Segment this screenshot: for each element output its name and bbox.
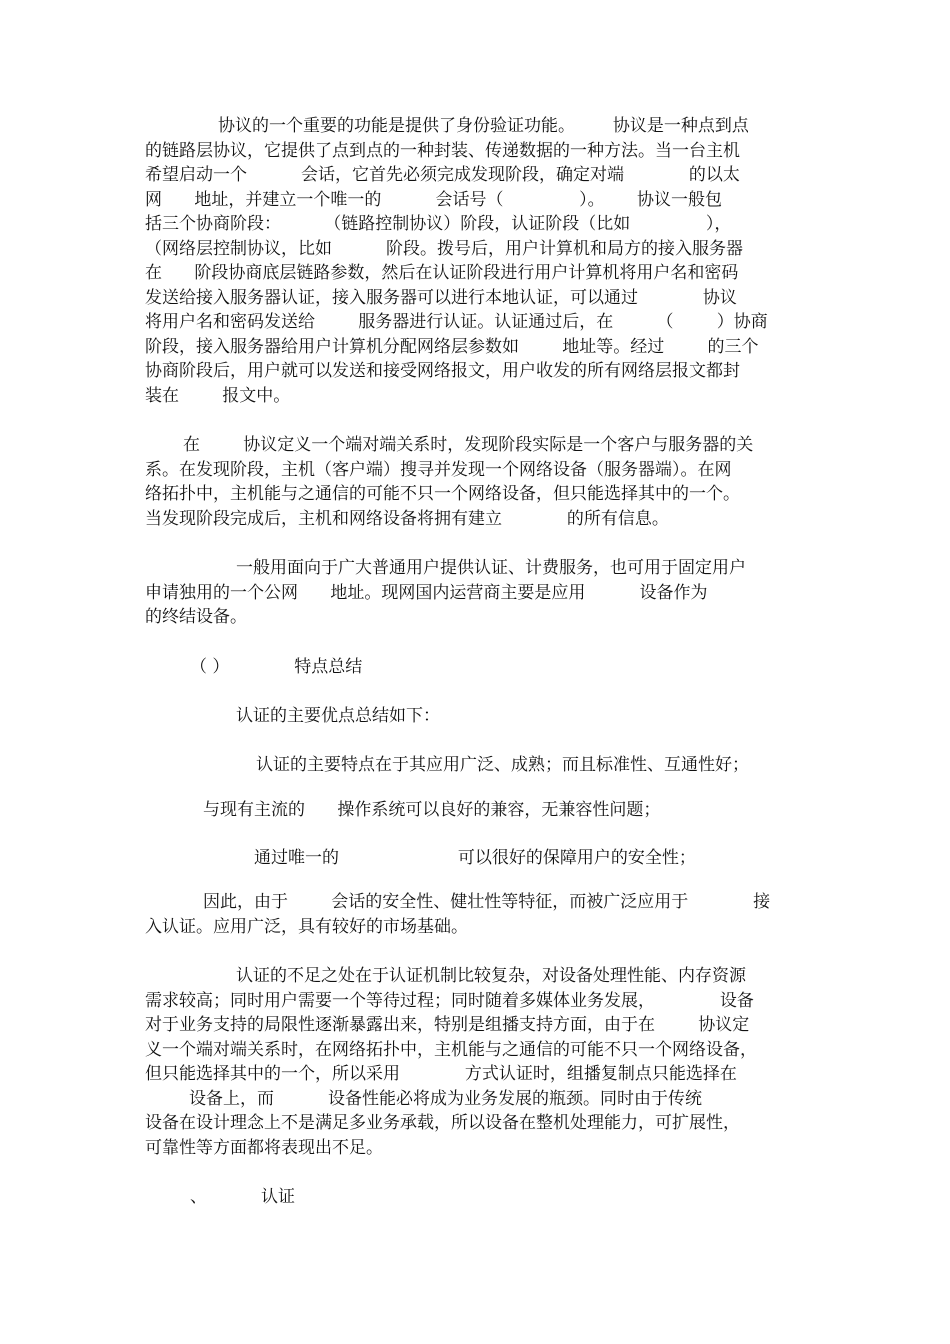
paragraph-9-line-7: 可靠性等方面都将表现出不足。: [145, 1138, 383, 1158]
paragraph-0-line-6: 在 阶段协商底层链路参数，然后在认证阶段进行用户计算机将用户名和密码: [145, 263, 739, 283]
paragraph-2-line-0: 一般用面向于广大普通用户提供认证、计费服务，也可用于固定用户: [236, 558, 746, 578]
paragraph-0-line-9: 阶段，接入服务器给用户计算机分配网络层参数如 地址等。经过 的三个: [145, 337, 759, 357]
paragraph-1-line-0: 在 协议定义一个端对端关系时，发现阶段实际是一个客户与服务器的关: [183, 435, 754, 455]
paragraph-8-line-0: 因此，由于 会话的安全性、健壮性等特征，而被广泛应用于 接: [203, 892, 771, 912]
paragraph-1-line-3: 当发现阶段完成后，主机和网络设备将拥有建立 的所有信息。: [145, 509, 669, 529]
paragraph-9-line-0: 认证的不足之处在于认证机制比较复杂，对设备处理性能、内存资源: [236, 966, 746, 986]
paragraph-7-line-0: 通过唯一的 可以很好的保障用户的安全性；: [254, 848, 696, 868]
paragraph-6-line-0: 与现有主流的 操作系统可以良好的兼容，无兼容性问题；: [203, 800, 661, 820]
paragraph-9-line-2: 对于业务支持的局限性逐渐暴露出来，特别是组播支持方面，由于在 协议定: [145, 1015, 750, 1035]
paragraph-1-line-1: 系。在发现阶段，主机（客户端）搜寻并发现一个网络设备（服务器端）。在网: [145, 460, 732, 480]
paragraph-9-line-3: 义一个端对端关系时，在网络拓扑中，主机能与之通信的可能不只一个网络设备，: [145, 1040, 757, 1060]
paragraph-0-line-3: 网 地址，并建立一个唯一的 会话号（ ）。 协议一般包: [145, 190, 723, 210]
paragraph-0-line-4: 括三个协商阶段： （链路控制协议）阶段，认证阶段（比如 ），: [145, 214, 732, 234]
paragraph-0-line-0: 协议的一个重要的功能是提供了身份验证功能。 协议是一种点到点: [218, 116, 749, 136]
paragraph-0-line-8: 将用户名和密码发送给 服务器进行认证。认证通过后，在 （ ）协商: [145, 312, 768, 332]
paragraph-10-line-0: 、 认证: [190, 1187, 296, 1207]
paragraph-0-line-2: 希望启动一个 会话，它首先必须完成发现阶段，确定对端 的以太: [145, 165, 740, 185]
paragraph-5-line-0: 认证的主要特点在于其应用广泛、成熟；而且标准性、互通性好；: [256, 755, 749, 775]
paragraph-2-line-1: 申请独用的一个公网 地址。现网国内运营商主要是应用 设备作为: [145, 583, 708, 603]
paragraph-9-line-5: 设备上，而 设备性能必将成为业务发展的瓶颈。同时由于传统: [189, 1089, 703, 1109]
paragraph-3-line-0: （ ） 特点总结: [190, 657, 363, 677]
paragraph-0-line-10: 协商阶段后，用户就可以发送和接受网络报文，用户收发的所有网络层报文都封: [145, 361, 740, 381]
paragraph-0-line-1: 的链路层协议，它提供了点到点的一种封装、传递数据的一种方法。当一台主机: [145, 141, 740, 161]
paragraph-9-line-6: 设备在设计理念上不是满足多业务承载，所以设备在整机处理能力，可扩展性，: [145, 1113, 740, 1133]
paragraph-0-line-7: 发送给接入服务器认证，接入服务器可以进行本地认证，可以通过 协议: [145, 288, 737, 308]
paragraph-8-line-1: 入认证。应用广泛，具有较好的市场基础。: [145, 917, 468, 937]
paragraph-0-line-5: （网络层控制协议，比如 阶段。拨号后，用户计算机和局方的接入服务器: [145, 239, 744, 259]
paragraph-4-line-0: 认证的主要优点总结如下：: [236, 706, 440, 726]
paragraph-2-line-2: 的终结设备。: [145, 607, 247, 627]
paragraph-9-line-4: 但只能选择其中的一个，所以采用 方式认证时，组播复制点只能选择在: [145, 1064, 737, 1084]
paragraph-0-line-11: 装在 报文中。: [145, 386, 291, 406]
paragraph-9-line-1: 需求较高；同时用户需要一个等待过程；同时随着多媒体业务发展， 设备: [145, 991, 754, 1011]
paragraph-1-line-2: 络拓扑中，主机能与之通信的可能不只一个网络设备，但只能选择其中的一个。: [145, 484, 740, 504]
